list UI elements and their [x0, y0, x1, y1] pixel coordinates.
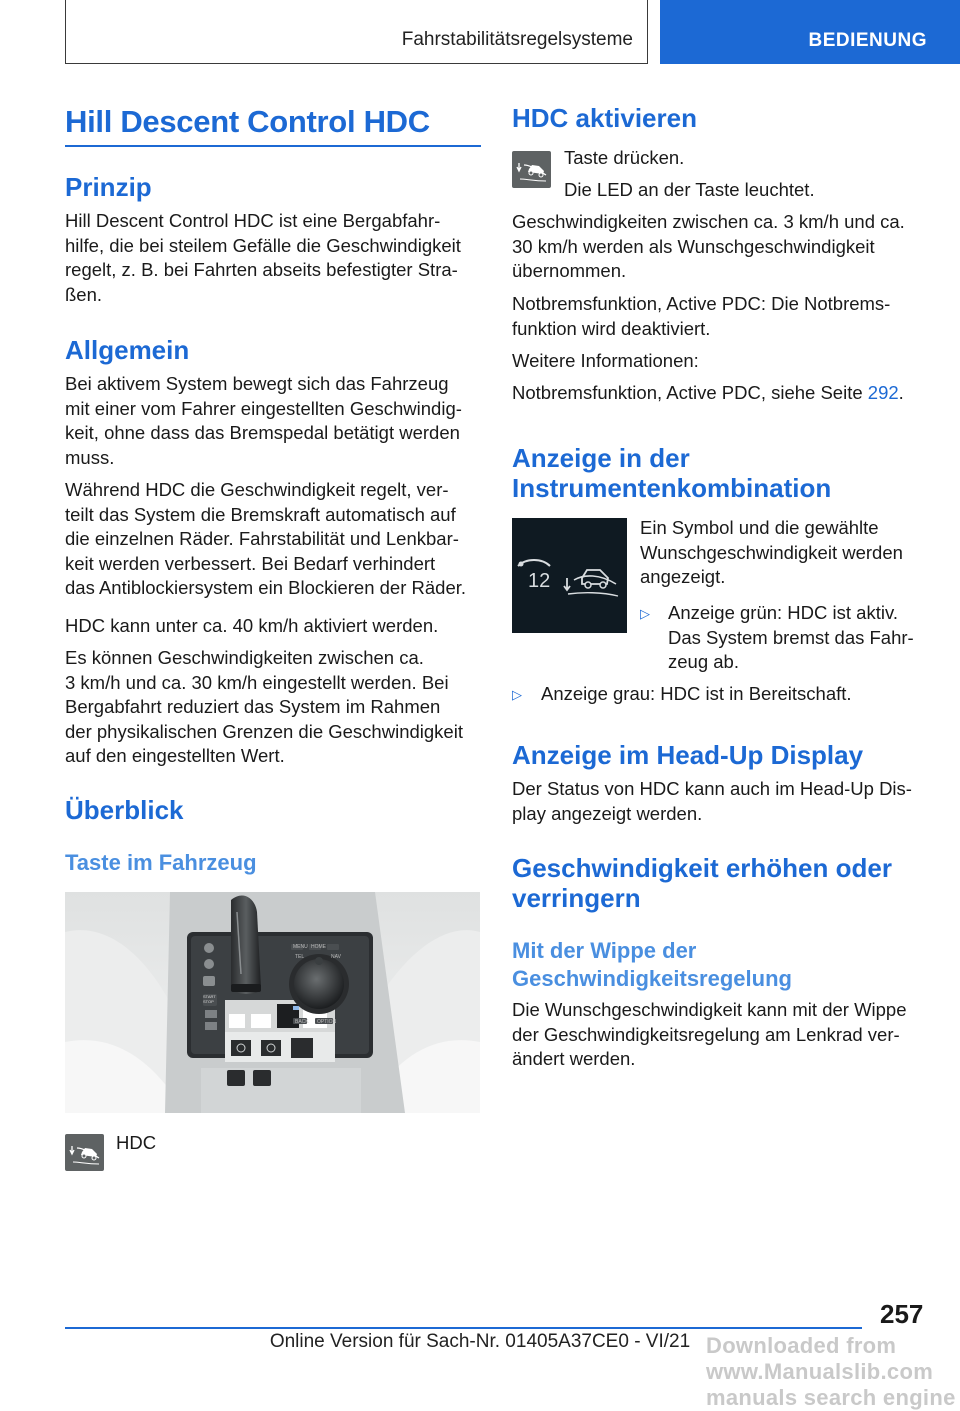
text-line: funktion wird deaktiviert.	[512, 317, 711, 339]
heading-line: Anzeige in der	[512, 443, 690, 473]
allgemein-paragraph-2	[65, 478, 485, 601]
hdc-button-icon	[65, 1134, 104, 1171]
text-line: hilfe, die bei steilem Gefälle die Geschwindigkeit	[65, 234, 461, 256]
aktivieren-paragraph-4	[512, 381, 942, 406]
text-line: Der Status von HDC kann auch im Head-Up Dis-	[512, 778, 912, 799]
text-line: Bergabfahrt reduziert das System im Rahmen	[65, 696, 441, 717]
center-console-photo	[65, 892, 480, 1113]
bullet-grey-text: Anzeige grau: HDC ist in Bereitschaft.	[541, 683, 852, 704]
prinzip-heading: Prinzip	[65, 172, 152, 202]
text-line: mit einer vom Fahrer eingestellten Geschwindig-	[65, 397, 462, 419]
bullet-green-text	[668, 601, 948, 675]
text-line: Das System bremst das Fahr-	[668, 626, 914, 648]
hud-heading: Anzeige im Head-Up Display	[512, 740, 864, 770]
page-number: 257	[880, 1299, 924, 1329]
page-title: Hill Descent Control HDC	[65, 104, 430, 139]
text-line: Anzeige grün: HDC ist aktiv.	[668, 602, 898, 623]
text-line: ändert werden.	[512, 1048, 636, 1069]
aktivieren-paragraph-2	[512, 292, 932, 341]
text-line: Hill Descent Control HDC ist eine Bergabfahr-	[65, 210, 441, 231]
photo-label-back: BACK	[295, 1019, 309, 1025]
anzeige-paragraph	[640, 516, 940, 590]
text-line: Notbremsfunktion, Active PDC: Die Notbrems-	[512, 293, 891, 314]
wippe-heading	[512, 937, 792, 993]
text-line: Ein Symbol und die gewählte	[640, 517, 879, 538]
heading-line: Geschwindigkeit erhöhen oder	[512, 853, 892, 883]
aktivieren-paragraph-1	[512, 210, 932, 284]
photo-label-nav: NAV	[331, 954, 341, 960]
photo-label-home: HOME	[311, 944, 326, 950]
photo-label-menu: MENU	[293, 944, 308, 950]
title-rule	[65, 145, 481, 147]
allgemein-paragraph-3: HDC kann unter ca. 40 km/h aktiviert werden.	[65, 615, 439, 636]
allgemein-paragraph-4	[65, 646, 485, 769]
page-reference-link[interactable]: 292	[867, 382, 899, 403]
text-line: Bei aktivem System bewegt sich das Fahrzeug	[65, 373, 449, 394]
text-line: auf den eingestellten Wert.	[65, 745, 285, 766]
hdc-label: HDC	[116, 1132, 157, 1153]
photo-label-start-stop: START STOP	[203, 994, 216, 1004]
heading-line: verringern	[512, 883, 641, 913]
footer-rule	[65, 1327, 862, 1329]
speed-adjust-heading	[512, 853, 892, 913]
text-line: der Geschwindigkeitsregelung am Lenkrad ver-	[512, 1023, 900, 1045]
allgemein-paragraph-1	[65, 372, 485, 470]
instrument-cluster-image	[512, 518, 627, 633]
photo-label-tel: TEL	[295, 954, 305, 960]
triangle-bullet-icon: ▷	[512, 687, 522, 702]
header-section-box	[65, 0, 648, 64]
watermark: Downloaded from www.Manualslib.com manuals search engine	[706, 1333, 956, 1410]
text-line: Geschwindigkeiten zwischen ca. 3 km/h und ca.	[512, 211, 905, 232]
text-line: 3 km/h und ca. 30 km/h eingestellt werden. Bei	[65, 671, 449, 693]
text-line: Wunschgeschwindigkeit werden	[640, 541, 903, 563]
text-line: Die Wunschgeschwindigkeit kann mit der Wippe	[512, 999, 907, 1020]
text-line: keit, ohne dass das Bremspedal betätigt werden	[65, 422, 460, 443]
text-line: der physikalischen Grenzen die Geschwindigkeit	[65, 720, 463, 742]
footer-online-version: Online Version für Sach-Nr. 01405A37CE0 - VI/21	[269, 1331, 691, 1352]
hdc-aktivieren-icon	[512, 151, 551, 188]
heading-line: Geschwindigkeitsregelung	[512, 966, 792, 991]
wippe-paragraph	[512, 998, 942, 1072]
text-line: angezeigt.	[640, 566, 726, 587]
prinzip-paragraph	[65, 209, 485, 307]
triangle-bullet-icon: ▷	[640, 606, 650, 621]
header-section-title: Fahrstabilitätsregelsysteme	[401, 29, 633, 50]
hill-descent-car-icon	[516, 157, 548, 183]
hud-paragraph	[512, 777, 942, 826]
text-line: regelt, z. B. bei Fahrten abseits befestigter Stra-	[65, 259, 458, 280]
text-line: keit werden verbessert. Bei Bedarf verhindert	[65, 552, 436, 574]
header-chapter-box	[660, 0, 960, 64]
text-line: Es können Geschwindigkeiten zwischen ca.	[65, 647, 424, 668]
hdc-aktivieren-heading: HDC aktivieren	[512, 103, 697, 133]
text-line: teilt das System die Bremskraft automatisch auf	[65, 503, 456, 525]
text-span: .	[898, 382, 904, 403]
allgemein-heading: Allgemein	[65, 335, 190, 365]
hill-descent-car-icon	[69, 1140, 101, 1166]
aktivieren-paragraph-3: Weitere Informationen:	[512, 350, 699, 371]
header-chapter-title: BEDIENUNG	[808, 30, 927, 51]
ueberblick-heading: Überblick	[65, 795, 184, 825]
heading-line: Instrumentenkombination	[512, 473, 832, 503]
text-line: die einzelnen Räder. Fahrstabilität und Lenkbar-	[65, 528, 459, 549]
text-line: ßen.	[65, 283, 103, 305]
text-line: play angezeigt werden.	[512, 802, 703, 824]
aktivieren-step-2: Die LED an der Taste leuchtet.	[564, 179, 815, 200]
heading-line: Mit der Wippe der	[512, 938, 697, 963]
text-line: übernommen.	[512, 260, 627, 281]
anzeige-heading	[512, 443, 831, 503]
aktivieren-step-1: Taste drücken.	[564, 147, 685, 168]
cluster-speed-number: 12	[528, 570, 551, 592]
text-line: das Antiblockiersystem ein Blockieren der Räder.	[65, 577, 467, 598]
text-line: muss.	[65, 446, 115, 468]
text-span: Notbremsfunktion, Active PDC, siehe Seite	[512, 382, 868, 403]
text-line: 30 km/h werden als Wunschgeschwindigkeit	[512, 235, 875, 257]
text-line: zeug ab.	[668, 651, 739, 672]
center-console-illustration	[65, 892, 480, 1113]
text-line: Während HDC die Geschwindigkeit regelt, ver-	[65, 479, 449, 500]
taste-heading: Taste im Fahrzeug	[65, 850, 257, 875]
photo-label-option: OPTION	[317, 1019, 337, 1025]
